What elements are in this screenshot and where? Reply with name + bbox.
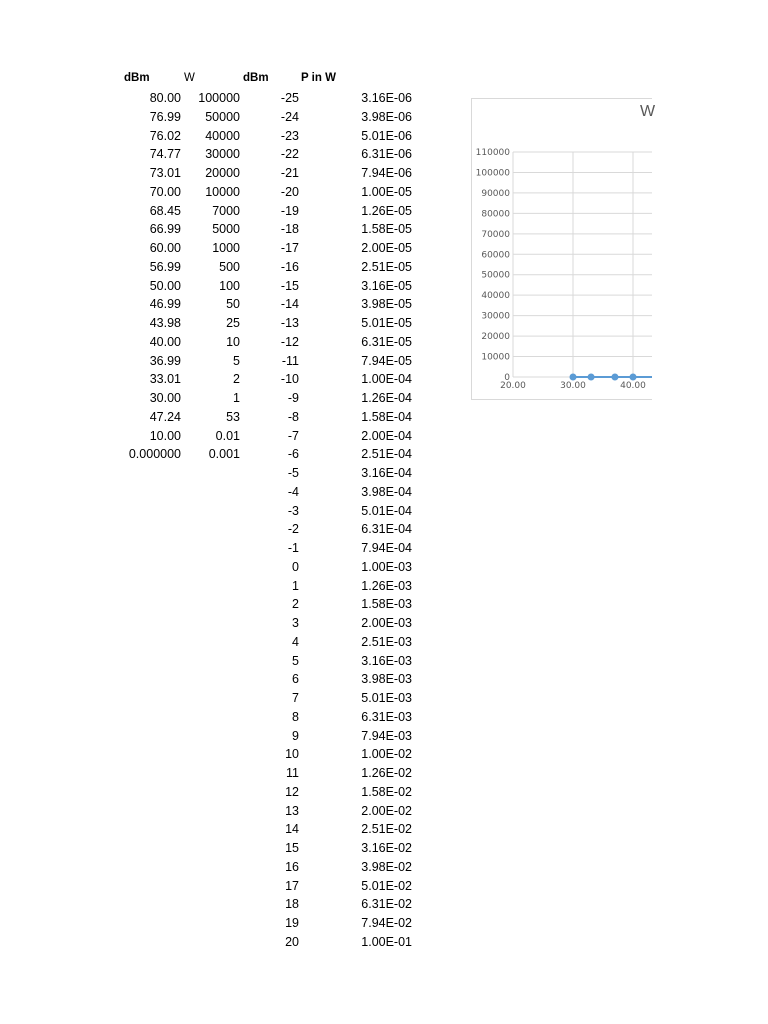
table2-pw-cell: 7.94E-05	[361, 353, 412, 368]
table1-w-cell: 10	[226, 334, 240, 349]
table1-dbm-cell: 76.99	[149, 109, 181, 124]
table2-dbm-cell: 7	[292, 691, 299, 705]
table1-w-cell: 5000	[212, 222, 240, 237]
table2-dbm-cell: -23	[280, 128, 299, 143]
table2-dbm-cell: 1	[292, 578, 299, 593]
header-t1-dbm: dBm	[124, 72, 150, 84]
table2-pw-cell: 1.58E-04	[361, 409, 412, 424]
table1-dbm-cell: 47.24	[149, 409, 181, 424]
table1-dbm-cell: 30.00	[149, 391, 181, 405]
table1-w-cell: 7000	[212, 203, 240, 218]
table2-pw-cell: 1.26E-04	[361, 391, 412, 405]
table2-pw-cell: 2.51E-04	[361, 447, 412, 462]
table2-pw-cell: 1.00E-02	[361, 747, 412, 762]
table2-dbm-cell: -17	[280, 241, 299, 255]
table2-pw-cell: 3.16E-03	[361, 653, 412, 668]
table2-dbm-cell: -1	[287, 541, 299, 555]
table2-dbm-cell: -9	[287, 391, 299, 405]
table2-pw-cell: 1.00E-04	[361, 372, 412, 387]
table2-pw-cell: 3.98E-06	[361, 109, 412, 124]
table2-pw-cell: 6.31E-04	[361, 522, 412, 537]
table2-dbm-cell: 9	[292, 728, 299, 743]
header-t1-w: W	[184, 72, 195, 84]
table1-w-cell: 10000	[205, 184, 240, 199]
table2-pw-cell: 7.94E-03	[361, 728, 412, 743]
table1-w-cell: 30000	[205, 147, 240, 162]
y-tick-label: 30000	[481, 311, 510, 322]
table1-dbm-cell: 33.01	[149, 372, 181, 387]
table2-pw-cell: 6.31E-06	[361, 147, 412, 162]
table2-dbm-cell: 14	[285, 822, 299, 837]
table2-pw-cell: 5.01E-05	[361, 316, 412, 330]
table2-pw-cell: 1.58E-03	[361, 597, 412, 612]
table1-w-cell: 100000	[198, 91, 240, 105]
table1-w-cell: 0.01	[215, 428, 240, 443]
table2-dbm-cell: -2	[287, 522, 299, 537]
table2-dbm-cell: 5	[292, 653, 299, 668]
y-tick-label: 10000	[481, 352, 510, 363]
table2-pw-cell: 2.51E-02	[361, 822, 412, 837]
table2-pw-cell: 1.58E-05	[361, 222, 412, 237]
table1-dbm-cell: 80.00	[149, 91, 181, 105]
data-point	[570, 373, 577, 380]
table1-w-cell: 40000	[205, 128, 240, 143]
chart-title: W	[640, 103, 656, 120]
table2-dbm-cell: 3	[292, 616, 299, 630]
table2-pw-cell: 2.51E-05	[361, 259, 412, 274]
table1-dbm-cell: 0.000000	[128, 447, 181, 462]
table1-w-cell: 500	[219, 259, 240, 274]
x-tick-label: 30.00	[560, 381, 586, 391]
y-tick-label: 100000	[475, 168, 510, 179]
table1-dbm-cell: 73.01	[149, 166, 181, 180]
y-tick-label: 20000	[481, 332, 510, 343]
y-tick-label: 80000	[481, 209, 510, 220]
table2-pw-cell: 3.16E-04	[361, 466, 412, 480]
table2-dbm-cell: -11	[281, 353, 299, 368]
table2-pw-cell: 3.98E-02	[361, 859, 412, 874]
table2-dbm-cell: 16	[285, 859, 299, 874]
table2-dbm-cell: -19	[280, 203, 299, 218]
table2-dbm-cell: -10	[280, 372, 299, 387]
table2-dbm-cell: 0	[292, 559, 299, 574]
table2-dbm-cell: -24	[280, 109, 299, 124]
table1-dbm-cell: 68.45	[149, 203, 181, 218]
table2-dbm-cell: -21	[280, 166, 299, 180]
table2-dbm-cell: 8	[292, 709, 299, 724]
table2-dbm-cell: -12	[280, 334, 299, 349]
table2-dbm-cell: -4	[287, 484, 299, 499]
table2-dbm-cell: 10	[285, 747, 299, 762]
table1-dbm-cell: 66.99	[149, 222, 181, 237]
table1-w-cell: 20000	[205, 166, 240, 180]
table2-dbm-cell: -20	[280, 184, 299, 199]
table2-pw-cell: 3.98E-05	[361, 297, 412, 312]
header-t2-pw: P in W	[301, 72, 336, 84]
table2-pw-cell: 1.26E-02	[361, 766, 412, 780]
table1-w-cell: 100	[219, 278, 240, 293]
table2-dbm-cell: -6	[287, 447, 299, 462]
table2-dbm-cell: 4	[292, 634, 299, 649]
y-tick-label: 60000	[481, 250, 510, 261]
data-point	[588, 373, 595, 380]
table2-pw-cell: 7.94E-04	[361, 541, 412, 555]
data-point	[630, 373, 637, 380]
table2-dbm-cell: 13	[285, 803, 299, 818]
table2-pw-cell: 6.31E-05	[361, 334, 412, 349]
table2-pw-cell: 1.00E-03	[361, 559, 412, 574]
table1-w-cell: 25	[226, 316, 240, 330]
table2-pw-cell: 1.00E-05	[361, 184, 412, 199]
table2-pw-cell: 6.31E-02	[361, 897, 412, 912]
chart-svg	[472, 99, 652, 399]
table2-pw-cell: 3.16E-06	[361, 91, 412, 105]
chart-w	[471, 98, 656, 400]
table2-pw-cell: 3.16E-05	[361, 278, 412, 293]
table2-dbm-cell: -3	[287, 503, 299, 518]
table1-dbm-cell: 46.99	[149, 297, 181, 312]
y-tick-label: 50000	[481, 270, 510, 281]
table1-dbm-cell: 56.99	[149, 259, 181, 274]
table1-dbm-cell: 70.00	[149, 184, 181, 199]
table2-dbm-cell: -18	[280, 222, 299, 237]
table1-dbm-cell: 36.99	[149, 353, 181, 368]
table2-pw-cell: 7.94E-06	[361, 166, 412, 180]
table2-pw-cell: 2.00E-05	[361, 241, 412, 255]
table1-w-cell: 5	[233, 353, 240, 368]
table2-pw-cell: 3.16E-02	[361, 841, 412, 855]
table2-dbm-cell: 6	[292, 672, 299, 687]
table2-pw-cell: 5.01E-03	[361, 691, 412, 705]
table2-dbm-cell: -7	[287, 428, 299, 443]
table2-pw-cell: 3.98E-04	[361, 484, 412, 499]
table2-pw-cell: 1.58E-02	[361, 784, 412, 799]
table2-dbm-cell: -14	[280, 297, 299, 312]
table2-pw-cell: 2.00E-02	[361, 803, 412, 818]
table2-dbm-cell: -13	[280, 316, 299, 330]
table2-dbm-cell: 12	[285, 784, 299, 799]
table1-w-cell: 50	[226, 297, 240, 312]
table1-w-cell: 1	[233, 391, 240, 405]
table2-dbm-cell: 15	[285, 841, 299, 855]
table1-dbm-cell: 40.00	[149, 334, 181, 349]
table2-dbm-cell: 18	[285, 897, 299, 912]
table2-dbm-cell: 20	[285, 934, 299, 949]
table2-pw-cell: 1.26E-03	[361, 578, 412, 593]
x-tick-label: 20.00	[500, 381, 526, 391]
y-tick-label: 90000	[481, 188, 510, 199]
table1-w-cell: 1000	[212, 241, 240, 255]
table2-dbm-cell: -15	[280, 278, 299, 293]
table1-dbm-cell: 10.00	[149, 428, 181, 443]
table2-dbm-cell: 11	[286, 766, 299, 780]
table2-pw-cell: 5.01E-06	[361, 128, 412, 143]
table2-dbm-cell: 2	[292, 597, 299, 612]
data-point	[611, 373, 618, 380]
table2-pw-cell: 2.00E-04	[361, 428, 412, 443]
table1-dbm-cell: 76.02	[149, 128, 181, 143]
table2-dbm-cell: -5	[287, 466, 299, 480]
header-t2-dbm: dBm	[243, 72, 269, 84]
table1-dbm-cell: 74.77	[149, 147, 181, 162]
y-tick-label: 70000	[481, 229, 510, 240]
table2-pw-cell: 3.98E-03	[361, 672, 412, 687]
y-tick-label: 110000	[475, 148, 510, 158]
table1-dbm-cell: 60.00	[149, 241, 181, 255]
table2-pw-cell: 5.01E-04	[361, 503, 412, 518]
table2-dbm-cell: -8	[287, 409, 299, 424]
table2-pw-cell: 2.51E-03	[361, 634, 412, 649]
table1-w-cell: 2	[233, 372, 240, 387]
table2-dbm-cell: -16	[280, 259, 299, 274]
y-tick-label: 0	[504, 373, 510, 383]
table2-pw-cell: 2.00E-03	[361, 616, 412, 630]
table2-pw-cell: 6.31E-03	[361, 709, 412, 724]
table2-dbm-cell: -25	[280, 91, 299, 105]
table2-pw-cell: 5.01E-02	[361, 878, 412, 893]
table2-dbm-cell: 19	[285, 916, 299, 930]
x-tick-label: 40.00	[620, 381, 646, 391]
table2-dbm-cell: -22	[280, 147, 299, 162]
table2-pw-cell: 1.00E-01	[361, 934, 412, 949]
table1-dbm-cell: 43.98	[149, 316, 181, 330]
table1-dbm-cell: 50.00	[149, 278, 181, 293]
table1-w-cell: 0.001	[208, 447, 240, 462]
table2-pw-cell: 1.26E-05	[361, 203, 412, 218]
table1-w-cell: 50000	[205, 109, 240, 124]
table2-dbm-cell: 17	[285, 878, 299, 893]
table1-w-cell: 53	[226, 409, 240, 424]
table2-pw-cell: 7.94E-02	[361, 916, 412, 930]
y-tick-label: 40000	[481, 291, 510, 302]
